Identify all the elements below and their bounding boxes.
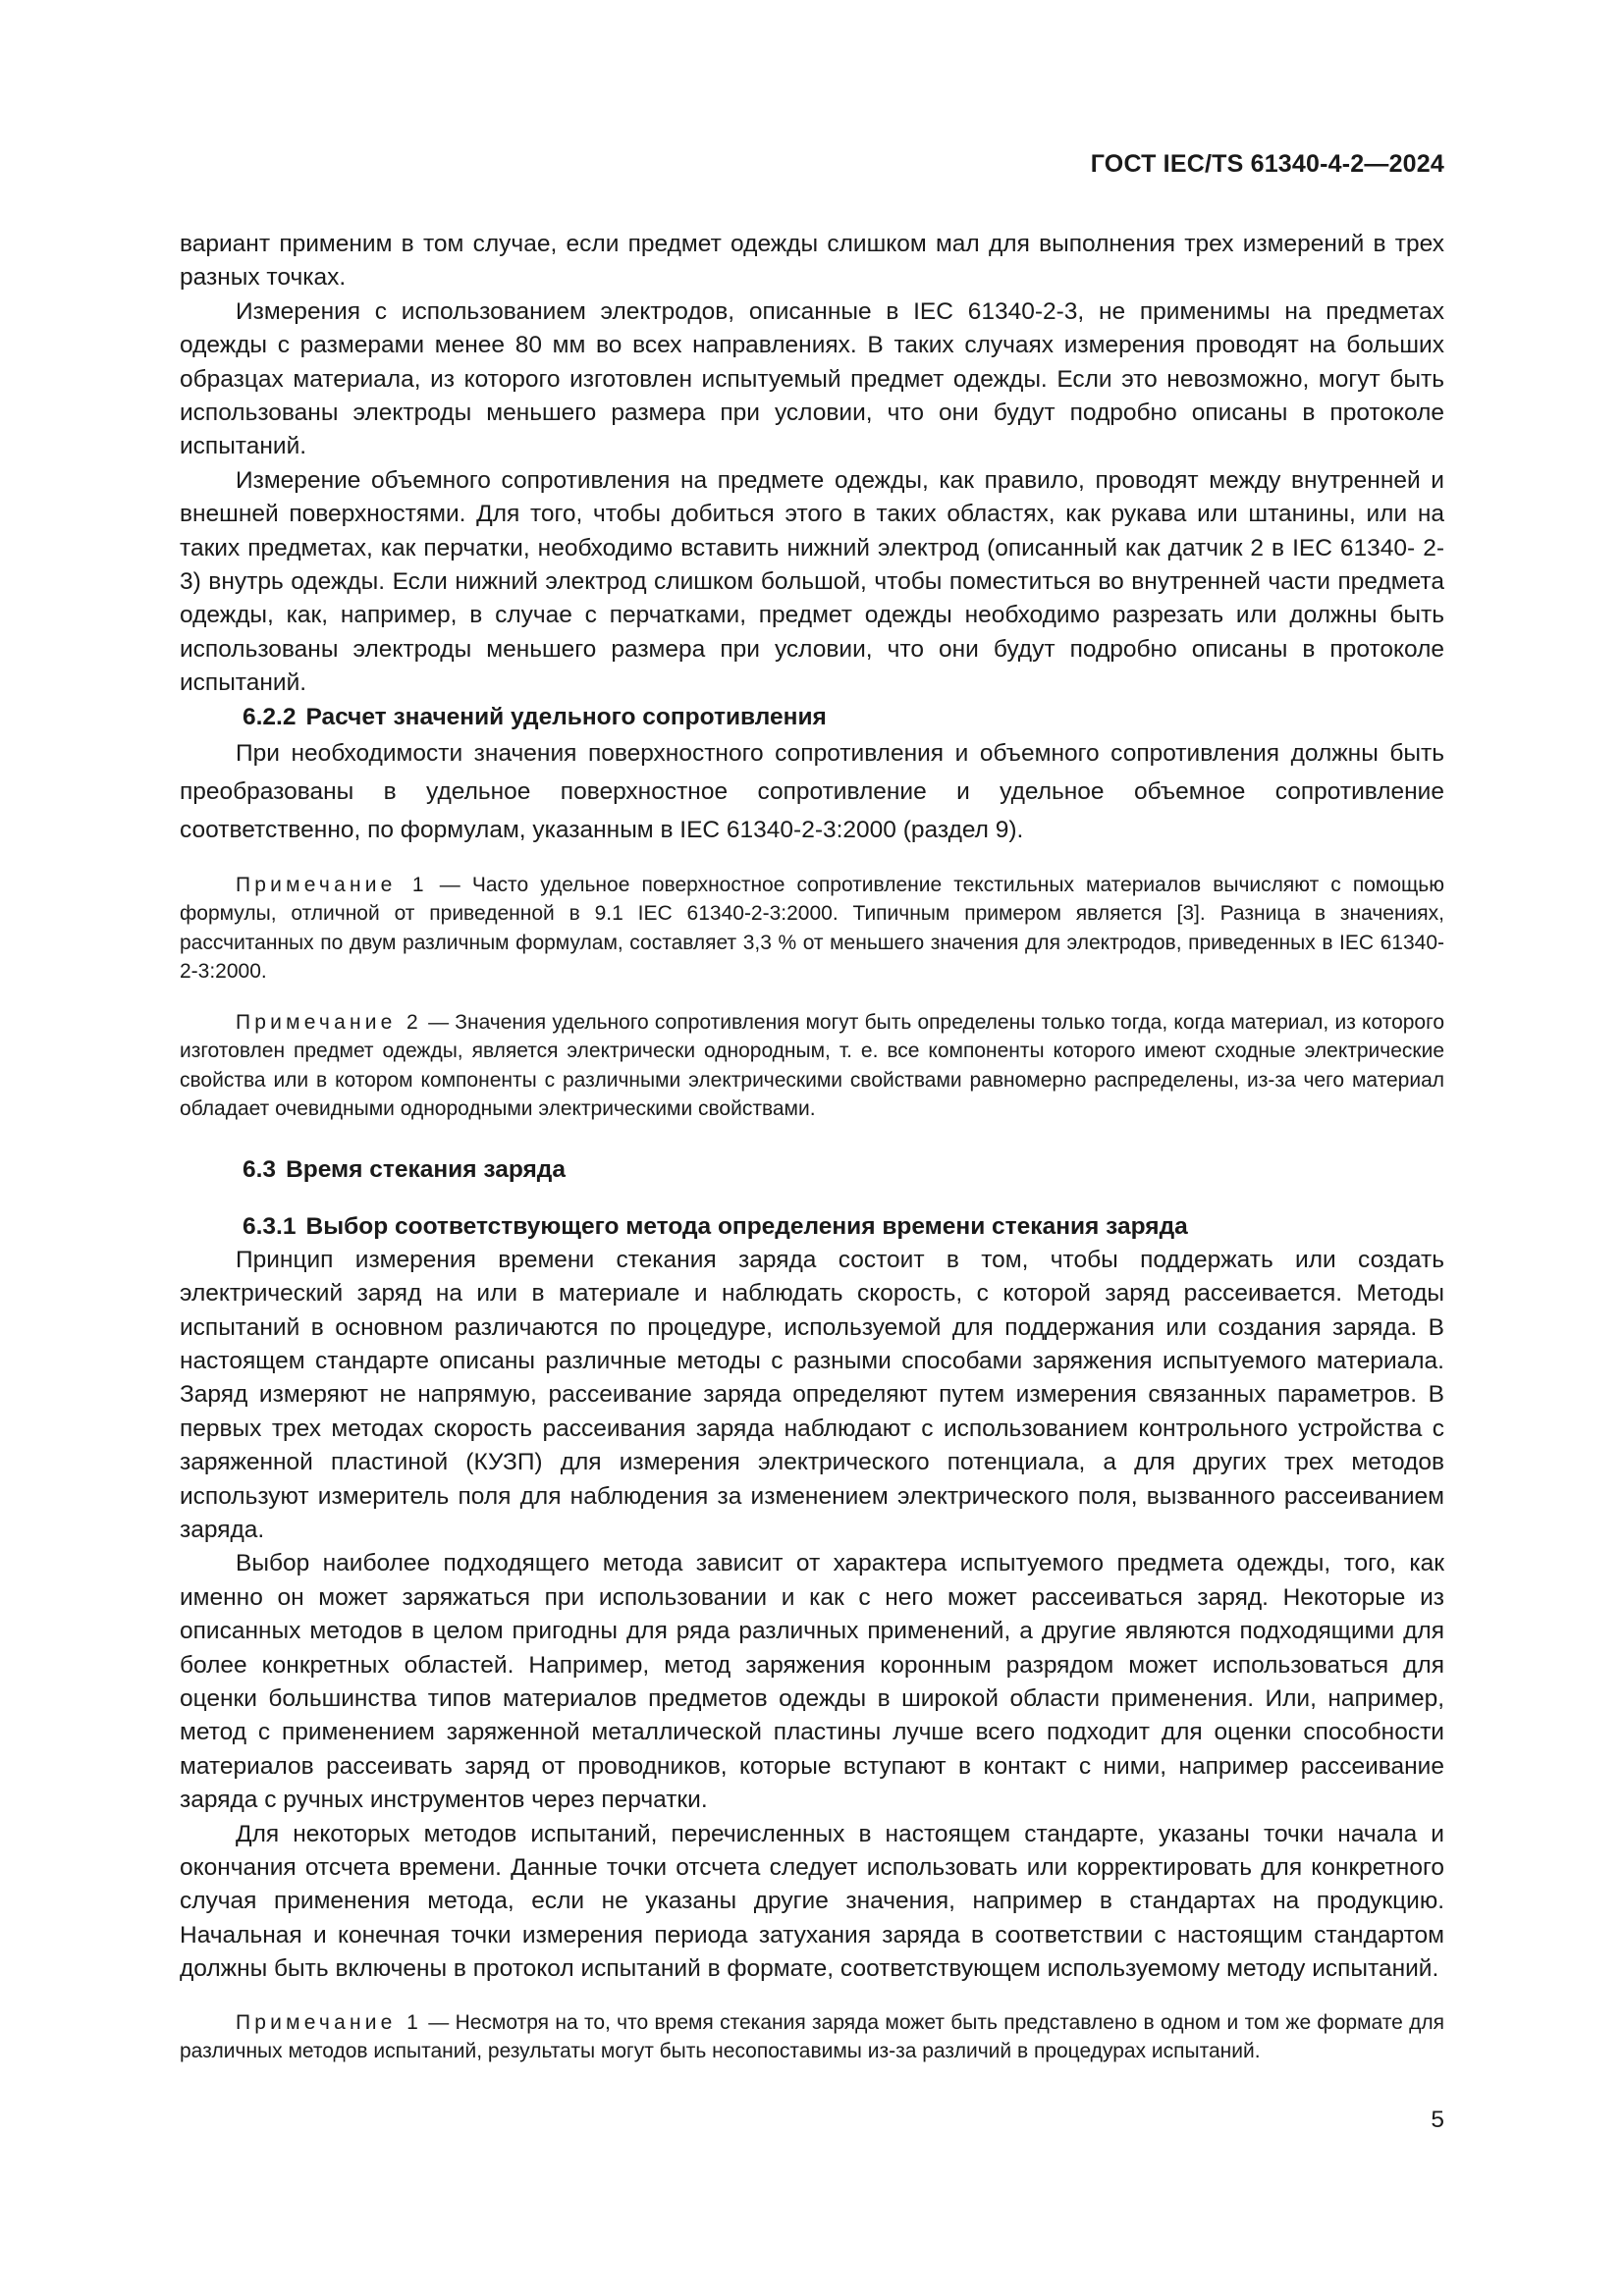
section-title: Время стекания заряда: [286, 1155, 566, 1183]
paragraph: вариант применим в том случае, если предмет одежды слишком мал для выполнения трех измерений в трех разных точках.: [180, 231, 1444, 292]
document-body: [180, 228, 1444, 2066]
page-number: 5: [1431, 2107, 1444, 2133]
paragraph: Измерение объемного сопротивления на предмете одежды, как правило, проводят между внутренней и внешней поверхностями. Для того, чтобы добиться этого в таких областях, как рукава или штанины, или на таких предметах, как перчатки, необходимо вставить нижний электрод (описанный как датчик 2 в IEC 61340- 2-3) внутрь одежды. Если нижний электрод слишком большой, чтобы поместиться во внутренней части предмета одежды, как, например, в случае с перчатками, предмет одежды необходимо разрезать или должны быть использованы электроды меньшего размера при условии, что они будут подробно описаны в протоколе испытаний.: [180, 466, 1444, 697]
document-header: ГОСТ IEC/TS 61340-4-2—2024: [1090, 150, 1444, 178]
section-number: 6.2.2: [243, 703, 297, 730]
paragraph: Выбор наиболее подходящего метода зависит от характера испытуемого предмета одежды, того, как именно он может заряжаться при использовании и как с него может рассеиваться заряд. Некоторые из описанных методов в целом пригодны для ряда различных применений, а другие являются подходящими для более конкретных областей. Например, метод заряжения коронным разрядом может использоваться для оценки большинства типов материалов предметов одежды в широкой области применения. Или, например, метод с применением заряженной металлической пластины лучше всего подходит для оценки способности материалов рассеивать заряд от проводников, которые вступают в контакт с ними, например рассеивание заряда с ручных инструментов через перчатки.: [180, 1550, 1444, 1814]
section-number: 6.3: [243, 1155, 277, 1183]
section-title: Расчет значений удельного сопротивления: [305, 703, 827, 730]
section-heading-6-3-1: [236, 1210, 1444, 1244]
paragraph: Принцип измерения времени стекания заряда состоит в том, чтобы поддержать или создать электрический заряд на или в материале и наблюдать скорость, с которой заряд рассеивается. Методы испытаний в основном различаются по процедуре, используемой для поддержания или создания заряда. В настоящем стандарте описаны различные методы с разными способами заряжения испытуемого материала. Заряд измеряют не напрямую, рассеивание заряда определяют путем измерения связанных параметров. В первых трех методах скорость рассеивания заряда наблюдают с использованием контрольного устройства с заряженной пластиной (КУЗП) для измерения электрического потенциала, а для других трех методов используют измеритель поля для наблюдения за изменением электрического поля, вызванного рассеиванием заряда.: [180, 1246, 1444, 1543]
section-heading-6-2-2: [236, 701, 1444, 734]
paragraph: Для некоторых методов испытаний, перечисленных в настоящем стандарте, указаны точки начала и окончания отсчета времени. Данные точки отсчета следует использовать или корректировать для конкретного случая применения метода, если не указаны другие значения, например в стандартах на продукцию. Начальная и конечная точки измерения периода затухания заряда в соответствии с настоящим стандартом должны быть включены в протокол испытаний в формате, соответствующем используемому методу испытаний.: [180, 1820, 1444, 1983]
section-heading-6-3: [236, 1153, 1444, 1187]
section-title: Выбор соответствующего метода определения времени стекания заряда: [305, 1212, 1188, 1240]
note: [180, 1008, 1444, 1124]
paragraph: При необходимости значения поверхностного сопротивления и объемного сопротивления должны быть преобразованы в удельное поверхностное сопротивление и удельное объемное сопротивление соответственно, по формулам, указанным в IEC 61340-2-3:2000 (раздел 9).: [180, 739, 1444, 843]
section-number: 6.3.1: [243, 1212, 297, 1240]
note: [180, 871, 1444, 987]
note-label: Примечание 1: [236, 2010, 422, 2034]
note: [180, 2008, 1444, 2066]
note-text: — Значения удельного сопротивления могут быть определены только тогда, когда материал, из которого изготовлен предмет одежды, является электрически однородным, т. е. все компоненты которого имеют сходные электрические свойства или в котором компоненты с различными электрическими свойствами равномерно распределены, из-за чего материал обладает очевидными однородными электрическими свойствами.: [180, 1010, 1444, 1121]
note-label: Примечание 1: [236, 873, 428, 896]
note-text: — Часто удельное поверхностное сопротивление текстильных материалов вычисляют с помощью формулы, отличной от приведенной в 9.1 IEC 61340-2-3:2000. Типичным примером является [3]. Разница в значениях, рассчитанных по двум различным формулам, составляет 3,3 % от меньшего значения для электродов, приведенных в IEC 61340-2-3:2000.: [180, 873, 1444, 984]
note-label: Примечание 2: [236, 1010, 422, 1034]
paragraph: Измерения с использованием электродов, описанные в IEC 61340-2-3, не применимы на предметах одежды с размерами менее 80 мм во всех направлениях. В таких случаях измерения проводят на больших образцах материала, из которого изготовлен испытуемый предмет одежды. Если это невозможно, могут быть использованы электроды меньшего размера при условии, что они будут подробно описаны в протоколе испытаний.: [180, 297, 1444, 460]
note-text: — Несмотря на то, что время стекания заряда может быть представлено в одном и том же формате для различных методов испытаний, результаты могут быть несопоставимы из-за различий в процедурах испытаний.: [180, 2010, 1444, 2063]
